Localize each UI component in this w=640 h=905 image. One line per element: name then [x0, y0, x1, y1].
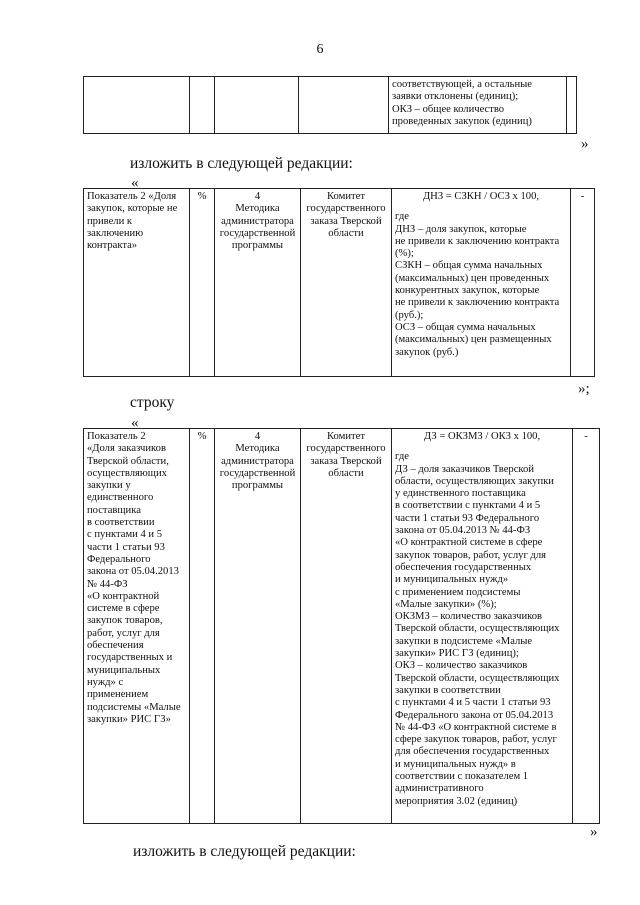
indicator-name-line: Федерального: [87, 553, 151, 565]
formula-line: закупки» РИС ГЗ (единиц);: [395, 648, 519, 660]
instruction-text: изложить в следующей редакции:: [133, 843, 356, 860]
formula-line: закупки в подсистеме «Малые: [395, 635, 533, 647]
indicator-name-line: № 44-ФЗ: [87, 578, 128, 590]
indicator-name-line: единственного: [87, 492, 154, 504]
formula-lines: [395, 451, 569, 808]
cell-empty: [190, 77, 215, 134]
instruction-text: строку: [130, 394, 175, 411]
formula-line: для обеспечения государственных: [395, 746, 550, 758]
formula-line: конкурентных закупок, которые: [395, 285, 540, 297]
formula-line: ДЗ – доля заказчиков Тверской: [395, 463, 535, 475]
formula-line: закупок (руб.): [395, 346, 459, 358]
cell-unit: %: [190, 429, 215, 824]
formula-line: ОКЗ – общее количество: [392, 103, 505, 115]
instruction-text: изложить в следующей редакции:: [130, 155, 353, 172]
formula-line: где: [395, 451, 409, 463]
cell-unit: %: [190, 189, 215, 377]
cell-indicator-name: [84, 429, 190, 824]
cell-empty: [299, 77, 389, 134]
cell-dash: -: [571, 189, 595, 377]
cell-method: 4 Методика администратора государственной программы: [215, 189, 301, 377]
cell-formula: [392, 189, 571, 377]
formula-line: Тверской области, осуществляющих: [395, 623, 560, 635]
indicator-name-line: системе в сфере: [87, 603, 160, 615]
indicator-name-line: муниципальных: [87, 664, 161, 676]
open-quote: «: [131, 415, 139, 431]
table-continuation: [83, 76, 577, 134]
formula-line: заявки отклонены (единиц);: [392, 91, 519, 103]
formula-line: и муниципальных нужд»: [395, 574, 509, 586]
cell-empty: [84, 77, 190, 134]
close-quote: »;: [578, 381, 590, 397]
formula-line: и муниципальных нужд» в: [395, 758, 516, 770]
cell-method: 4 Методика администратора государственной программы: [215, 429, 301, 824]
indicator-name-line: государственных и: [87, 652, 173, 664]
formula-line: «О контрактной системе в сфере: [395, 537, 543, 549]
cell-empty: [215, 77, 299, 134]
formula-line: проведенных закупок (единиц): [392, 115, 532, 127]
indicator-name-line: закона от 05.04.2013: [87, 566, 179, 578]
formula-line: (руб.);: [395, 309, 424, 321]
close-quote: »: [581, 136, 589, 152]
indicator-name-line: нужд» с: [87, 676, 124, 688]
formula-line: (максимальных) цен проведенных: [395, 272, 550, 284]
indicator-name-line: Показатель 2: [87, 431, 146, 442]
formula-line: с пунктами 4 и 5 части 1 статьи 93: [395, 697, 551, 709]
formula-line: не привели к заключению контракта: [395, 297, 560, 309]
formula-line: закона от 05.04.2013 № 44-ФЗ: [395, 525, 531, 537]
formula-line: соответствующей, а остальные: [392, 79, 532, 90]
formula-line: ОКЗМЗ – количество заказчиков: [395, 611, 543, 623]
indicator-name-line: «О контрактной: [87, 590, 160, 602]
indicator-name-line: осуществляющих: [87, 467, 167, 479]
cell-dash: -: [573, 429, 600, 824]
indicator-name-line: в соответствии: [87, 517, 155, 529]
formula-line: ДНЗ – доля закупок, которые: [395, 223, 527, 235]
close-quote: »: [590, 824, 598, 840]
indicator-name-line: подсистемы «Малые: [87, 701, 181, 713]
cell-indicator-name: Показатель 2 «Доля закупок, которые не привели к заключению контракта»: [84, 189, 190, 377]
indicator-name-line: «Доля заказчиков: [87, 443, 166, 455]
formula: ДЗ = ОКЗМЗ / ОКЗ х 100,: [423, 431, 541, 442]
formula-line: у единственного поставщика: [395, 488, 526, 500]
formula-line: Тверской области, осуществляющих: [395, 672, 560, 684]
indicator-name-line: применением: [87, 689, 149, 701]
formula-lines: [392, 79, 563, 128]
formula-line: (максимальных) цен размещенных: [395, 334, 552, 346]
indicator-table-new: [83, 188, 595, 377]
open-quote: «: [131, 175, 139, 191]
indicator-name-line: с пунктами 4 и 5: [87, 529, 163, 541]
indicator-name-line: работ, услуг для: [87, 627, 160, 639]
formula-line: не привели к заключению контракта: [395, 235, 560, 247]
formula-line: ОСЗ – общая сумма начальных: [395, 321, 536, 333]
formula-line: сфере закупок товаров, работ, услуг: [395, 734, 557, 746]
formula-line: обеспечения государственных: [395, 561, 532, 573]
indicator-name-line: части 1 статьи 93: [87, 541, 165, 553]
formula-line: с применением подсистемы: [395, 586, 521, 598]
cell-empty: [567, 77, 577, 134]
indicator-name-line: Тверской области,: [87, 455, 169, 467]
cell-formula: [392, 429, 573, 824]
formula-line: «Малые закупки» (%);: [395, 598, 497, 610]
formula-line: административного: [395, 783, 484, 795]
formula-line: (%);: [395, 248, 414, 260]
indicator-name-line: закупок товаров,: [87, 615, 163, 627]
cell-source: Комитет государственного заказа Тверской области: [301, 429, 392, 824]
indicator-name-line: закупки» РИС ГЗ»: [87, 713, 171, 725]
formula-line: соответствии с показателем 1: [395, 771, 529, 783]
cell-source: Комитет государственного заказа Тверской области: [301, 189, 392, 377]
formula-lines: [395, 211, 567, 359]
formula-line: СЗКН – общая сумма начальных: [395, 260, 543, 272]
formula-line: Федерального закона от 05.04.2013: [395, 709, 554, 721]
formula-line: части 1 статьи 93 Федерального: [395, 512, 540, 524]
indicator-name-lines: [87, 431, 186, 726]
formula-line: мероприятия 3.02 (единиц): [395, 795, 518, 807]
indicator-name-line: обеспечения: [87, 640, 144, 652]
formula-line: закупки в соответствии: [395, 684, 501, 696]
cell-formula-continuation: [389, 77, 567, 134]
formula: ДНЗ = СЗКН / ОСЗ х 100,: [422, 191, 540, 202]
indicator-name-line: закупки у: [87, 480, 131, 492]
formula-line: закупок товаров, работ, услуг для: [395, 549, 546, 561]
formula-line: области, осуществляющих закупки: [395, 475, 554, 487]
indicator-name-line: поставщика: [87, 504, 141, 516]
formula-line: № 44-ФЗ «О контрактной системе в: [395, 721, 557, 733]
formula-line: ОКЗ – количество заказчиков: [395, 660, 528, 672]
page-number: 6: [316, 42, 324, 57]
formula-line: где: [395, 211, 409, 223]
formula-line: в соответствии с пунктами 4 и 5: [395, 500, 541, 512]
indicator-table-old: [83, 428, 600, 824]
